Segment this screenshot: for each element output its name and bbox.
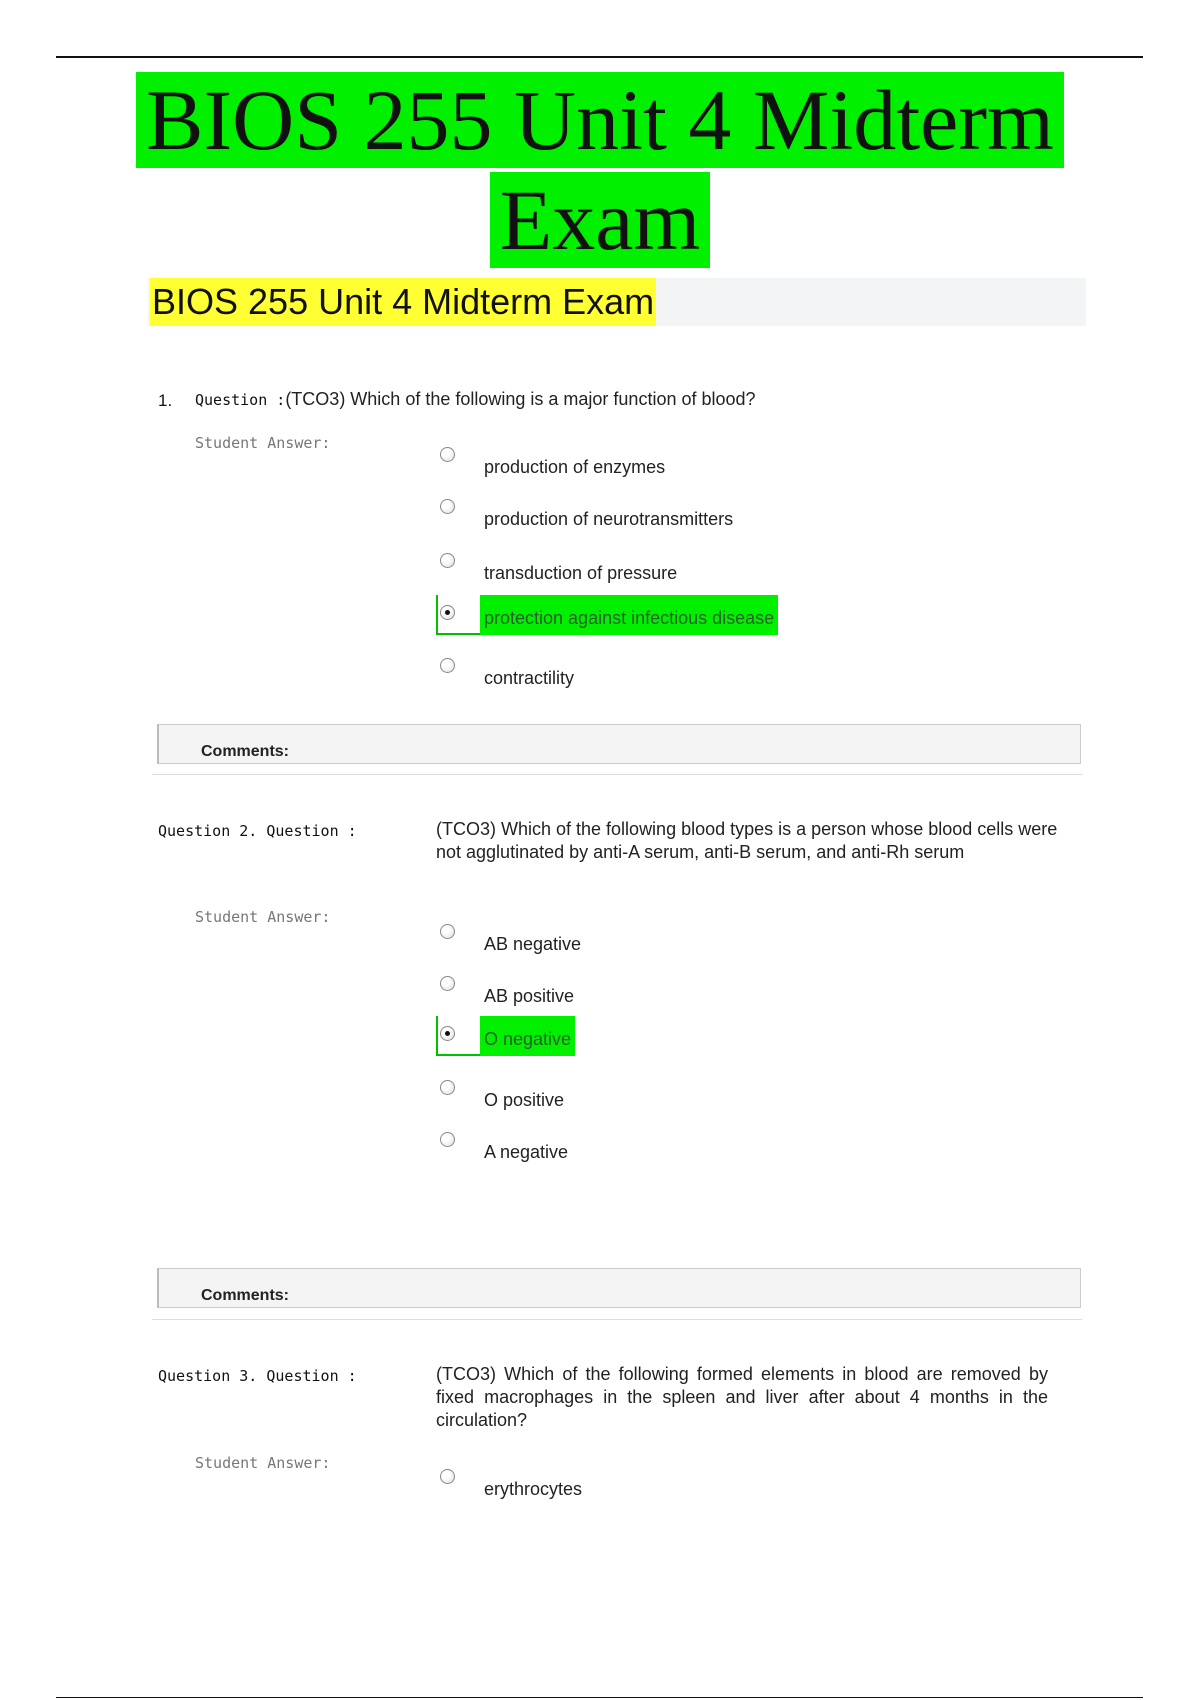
q2-comments-box[interactable] (157, 1268, 1081, 1308)
divider (152, 1319, 1082, 1320)
q1-number: 1. (158, 391, 173, 410)
q1-prompt-label: Question : (195, 391, 286, 409)
radio-unchecked-icon[interactable] (440, 499, 455, 514)
radio-unchecked-icon[interactable] (440, 1469, 455, 1484)
q1-option-label: production of enzymes (484, 457, 666, 477)
q2-stem: Question 2. Question : (158, 822, 357, 840)
title-line-1: BIOS 255 Unit 4 Midterm (136, 72, 1064, 168)
radio-checked-icon[interactable] (440, 605, 455, 620)
page-title (0, 70, 1200, 270)
divider (152, 774, 1082, 775)
q2-student-answer-label: Student Answer: (195, 908, 331, 926)
radio-unchecked-icon[interactable] (440, 924, 455, 939)
q1-option-label: production of neurotransmitters (484, 509, 734, 529)
radio-unchecked-icon[interactable] (440, 553, 455, 568)
top-rule (56, 56, 1143, 58)
title-line-2: Exam (490, 172, 711, 268)
comments-label: Comments: (201, 1287, 290, 1304)
radio-unchecked-icon[interactable] (440, 447, 455, 462)
q3-student-answer-label: Student Answer: (195, 1454, 331, 1472)
q1-option-label: transduction of pressure (484, 563, 678, 583)
q1-comments-box[interactable] (157, 724, 1081, 764)
radio-unchecked-icon[interactable] (440, 976, 455, 991)
q2-option-label: AB negative (484, 934, 582, 954)
radio-unchecked-icon[interactable] (440, 1132, 455, 1147)
radio-unchecked-icon[interactable] (440, 658, 455, 673)
q3-stem: Question 3. Question : (158, 1367, 357, 1385)
q2-option-label: O positive (484, 1090, 565, 1110)
q1-student-answer-label: Student Answer: (195, 434, 331, 452)
subtitle: BIOS 255 Unit 4 Midterm Exam (150, 278, 656, 326)
q1-option-label: contractility (484, 668, 575, 688)
q1-option-label: protection against infectious disease (480, 595, 778, 635)
q3-text: (TCO3) Which of the following formed elements in blood are removed by fixed macrophages in the spleen and liver after about 4 months in the circulation? (436, 1364, 1048, 1430)
q2-option-label: AB positive (484, 986, 575, 1006)
radio-checked-icon[interactable] (440, 1026, 455, 1041)
q2-option-label: A negative (484, 1142, 569, 1162)
q1-text: (TCO3) Which of the following is a major function of blood? (285, 389, 756, 409)
q3-option-label: erythrocytes (484, 1479, 583, 1499)
bottom-rule (56, 1697, 1143, 1698)
q2-text: (TCO3) Which of the following blood types is a person whose blood cells were not agglutinated by anti-A serum, anti-B serum, and anti-Rh serum (436, 819, 1058, 862)
q1-question (195, 388, 756, 412)
comments-label: Comments: (201, 743, 290, 760)
radio-unchecked-icon[interactable] (440, 1080, 455, 1095)
q2-option-label: O negative (480, 1016, 575, 1056)
